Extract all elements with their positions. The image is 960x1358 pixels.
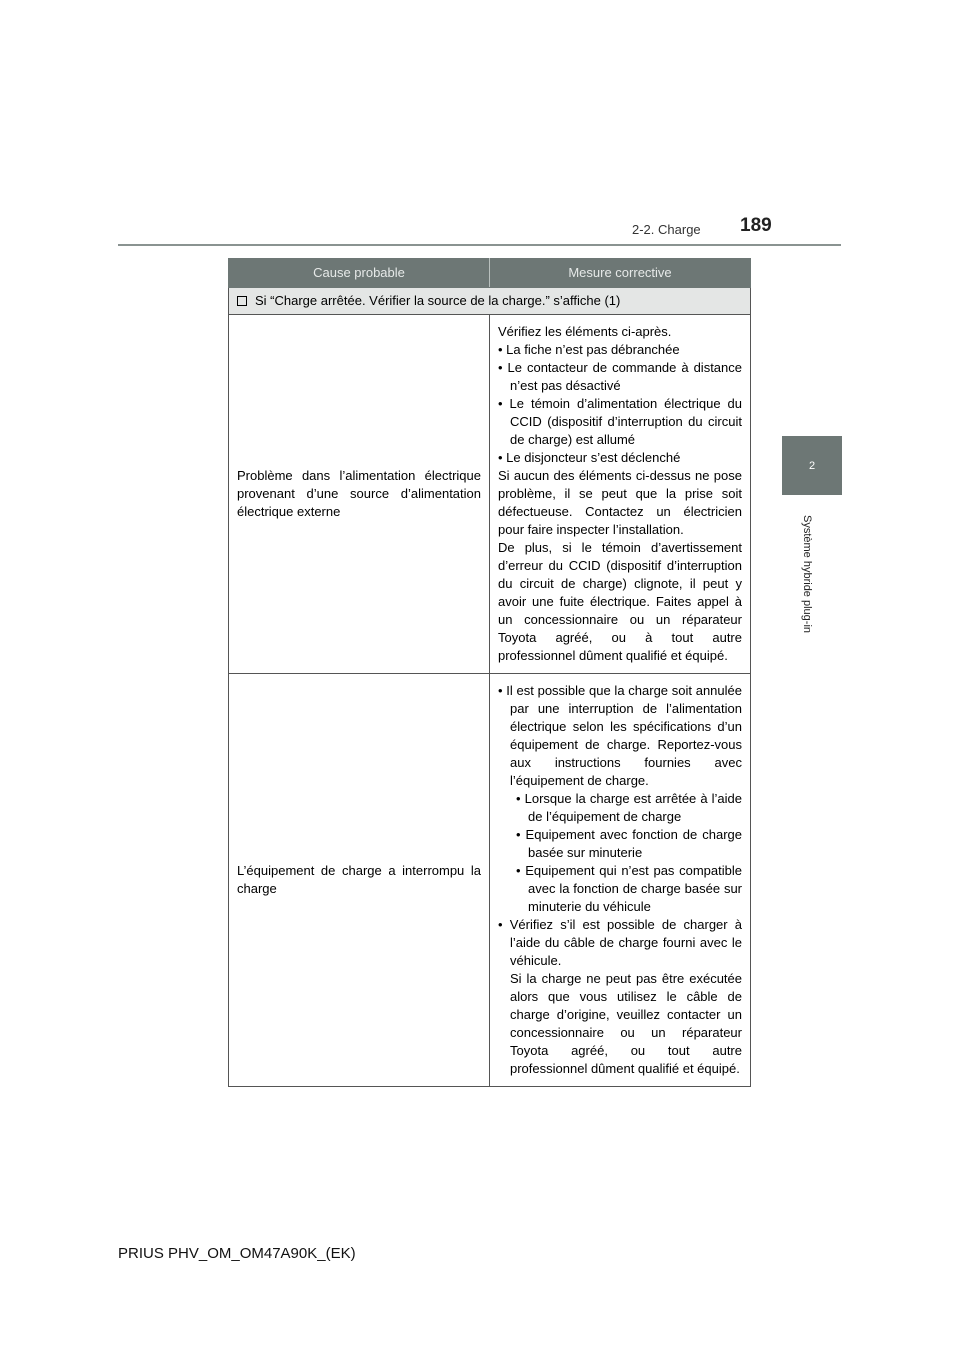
chapter-number: 2 [808,459,816,472]
paragraph: Si aucun des éléments ci-dessus ne pose problème, il se peut que la prise soit défectueuse. Contactez un électricien pour faire inspecter l’installation. [498,468,742,537]
list-item: • Lorsque la charge est arrêtée à l’aide de l’équipement de charge [516,791,742,824]
list-item: • Vérifiez s’il est possible de charger à l’aide du câble de charge fourni avec le véhicule. [498,917,742,968]
chapter-tab[interactable] [782,436,842,495]
subheading-text: Si “Charge arrêtée. Vérifier la source de la charge.” s’affiche (1) [255,293,621,308]
list-item: • La fiche n’est pas débranchée [498,342,680,357]
list-item: Si la charge ne peut pas être exécutée alors que vous utilisez le câble de charge d’origine, veuillez contacter un concessionnaire ou un réparateur Toyota agréé, ou tout autre professionnel dûment qualifié et équipé. [510,971,742,1076]
list-item: • Le témoin d’alimentation électrique du CCID (dispositif d’interruption du circuit de charge) est allumé [498,396,742,447]
list-item: • Equipement avec fonction de charge basée sur minuterie [516,827,742,860]
list-item: • Le disjoncteur s’est déclenché [498,450,681,465]
list-item: • Le contacteur de commande à distance n’est pas désactivé [498,360,742,393]
chapter-title: Système hybride plug-in [801,515,813,634]
document-code: PRIUS PHV_OM_OM47A90K_(EK) [118,1245,356,1262]
cause-cell: Problème dans l’alimentation électrique provenant d’une source d’alimentation électrique externe [229,315,490,674]
measure-cell [490,674,751,1087]
list-item: • Il est possible que la charge soit annulée par une interruption de l’alimentation électrique selon les spécifications d’un équipement de charge. Reportez-vous aux instructions fournies avec l’équipement de charge. [498,683,742,788]
table-row [229,315,751,674]
cause-cell: L’équipement de charge a interrompu la charge [229,674,490,1087]
measure-cell [490,315,751,674]
table-subheading-row [229,288,751,315]
list-item: • Equipement qui n’est pas compatible avec la fonction de charge basée sur minuterie du véhicule [516,863,742,914]
column-header-cause: Cause probable [229,259,490,288]
page-number: 189 [740,215,772,236]
table-row [229,674,751,1087]
checkbox-icon [237,296,247,306]
table-subheading [229,288,751,315]
header-section-title: 2-2. Charge [632,222,701,237]
column-header-measure: Mesure corrective [490,259,751,288]
troubleshooting-table [228,258,751,1087]
paragraph: De plus, si le témoin d’avertissement d’erreur du CCID (dispositif d’interruption du circuit de charge) clignote, il peut y avoir une fuite électrique. Faites appel à un concessionnaire ou un réparateur Toyota agréé, ou à tout autre professionnel dûment qualifié et équipé. [498,540,742,663]
paragraph: Vérifiez les éléments ci-après. [498,324,672,339]
header-divider [118,244,841,246]
table-header-row [229,259,751,288]
